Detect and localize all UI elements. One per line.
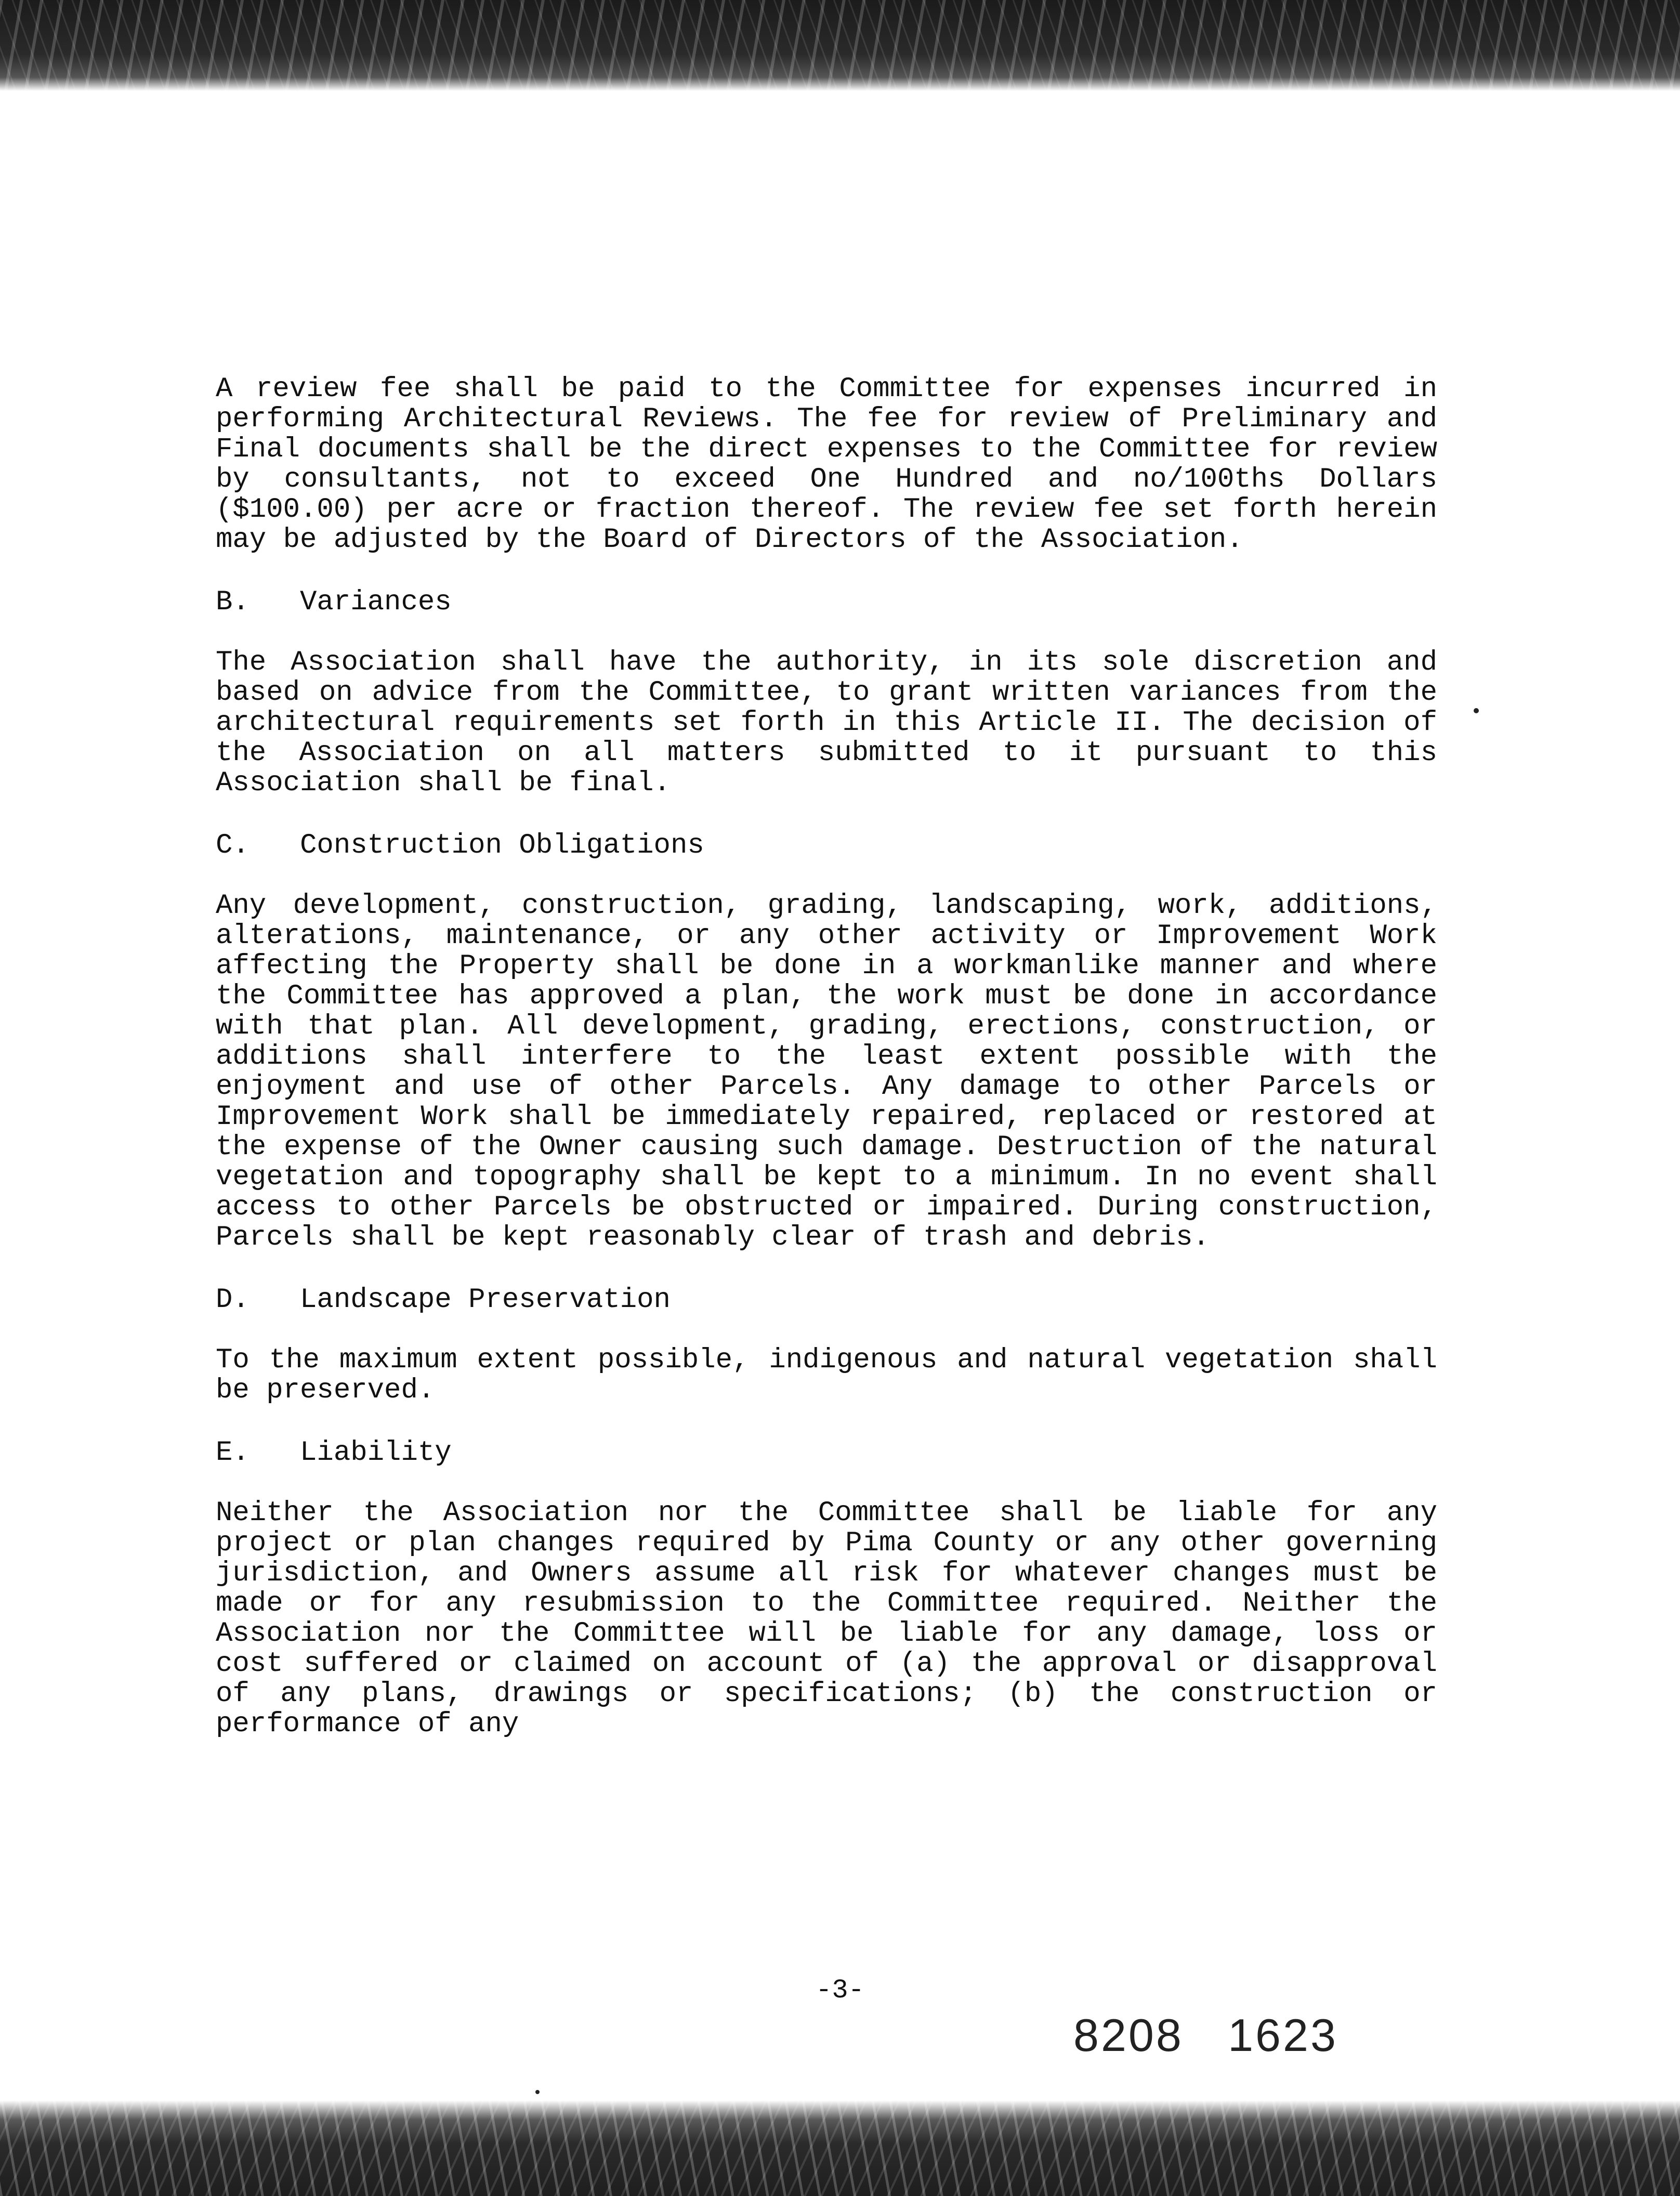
section-letter: B. (216, 586, 250, 618)
section-heading-liability (216, 1438, 1437, 1468)
section-title: Variances (300, 586, 452, 618)
document-body (216, 374, 1437, 1772)
scan-speck (535, 2090, 540, 2094)
page-number: -3- (816, 1975, 864, 2006)
review-fee-paragraph: A review fee shall be paid to the Committee for expenses incurred in performing Architectural Reviews. The fee for review of Preliminary and Final documents shall be the direct expenses to the Committee for review by consultants, not to exceed One Hundred and no/100ths Dollars ($100.00) per acre or fraction thereof. The review fee set forth herein may be adjusted by the Board of Directors of the Association. (216, 373, 1437, 556)
landscape-preservation-paragraph: To the maximum extent possible, indigenous and natural vegetation shall be preserved. (216, 1344, 1437, 1406)
section-title: Liability (300, 1437, 452, 1469)
section-letter: E. (216, 1437, 250, 1469)
construction-obligations-paragraph: Any development, construction, grading, landscaping, work, additions, alterations, maintenance, or any other activity or Improvement Work affecting the Property shall be done in a workmanlike manner and where the Committee has approved a plan, the work must be done in accordance with that plan. All development, grading, erections, construction, or additions shall interfere to the least extent possible with the enjoyment and use of other Parcels. Any damage to other Parcels or Improvement Work shall be immediately repaired, replaced or restored at the expense of the Owner causing such damage. Destruction of the natural vegetation and topography shall be kept to a minimum. In no event shall access to other Parcels be obstructed or impaired. During construction, Parcels shall be kept reasonably clear of trash and debris. (216, 890, 1437, 1253)
section-heading-variances (216, 587, 1437, 618)
section-title: Construction Obligations (300, 830, 704, 861)
variances-paragraph: The Association shall have the authority, in its sole discretion and based on advice from the Committee, to grant written variances from the architectural requirements set forth in this Article II. The decision of the Association on all matters submitted to it pursuant to this Association shall be final. (216, 647, 1437, 799)
section-heading-construction-obligations (216, 831, 1437, 861)
section-letter: D. (216, 1284, 250, 1316)
liability-paragraph: Neither the Association nor the Committee shall be liable for any project or plan changes required by Pima County or any other governing jurisdiction, and Owners assume all risk for whatever changes must be made or for any resubmission to the Committee required. Neither the Association nor the Committee will be liable for any damage, loss or cost suffered or claimed on account of (a) the approval or disapproval of any plans, drawings or specifications; (b) the construction or performance of any (216, 1497, 1437, 1740)
scan-artifact-bottom-band (0, 2100, 1680, 2196)
recording-reference-number: 8208 1623 (1073, 2009, 1338, 2061)
section-heading-landscape-preservation (216, 1285, 1437, 1315)
section-letter: C. (216, 830, 250, 861)
scan-speck (1474, 708, 1479, 713)
scan-artifact-top-band (0, 0, 1680, 91)
section-title: Landscape Preservation (300, 1284, 671, 1316)
